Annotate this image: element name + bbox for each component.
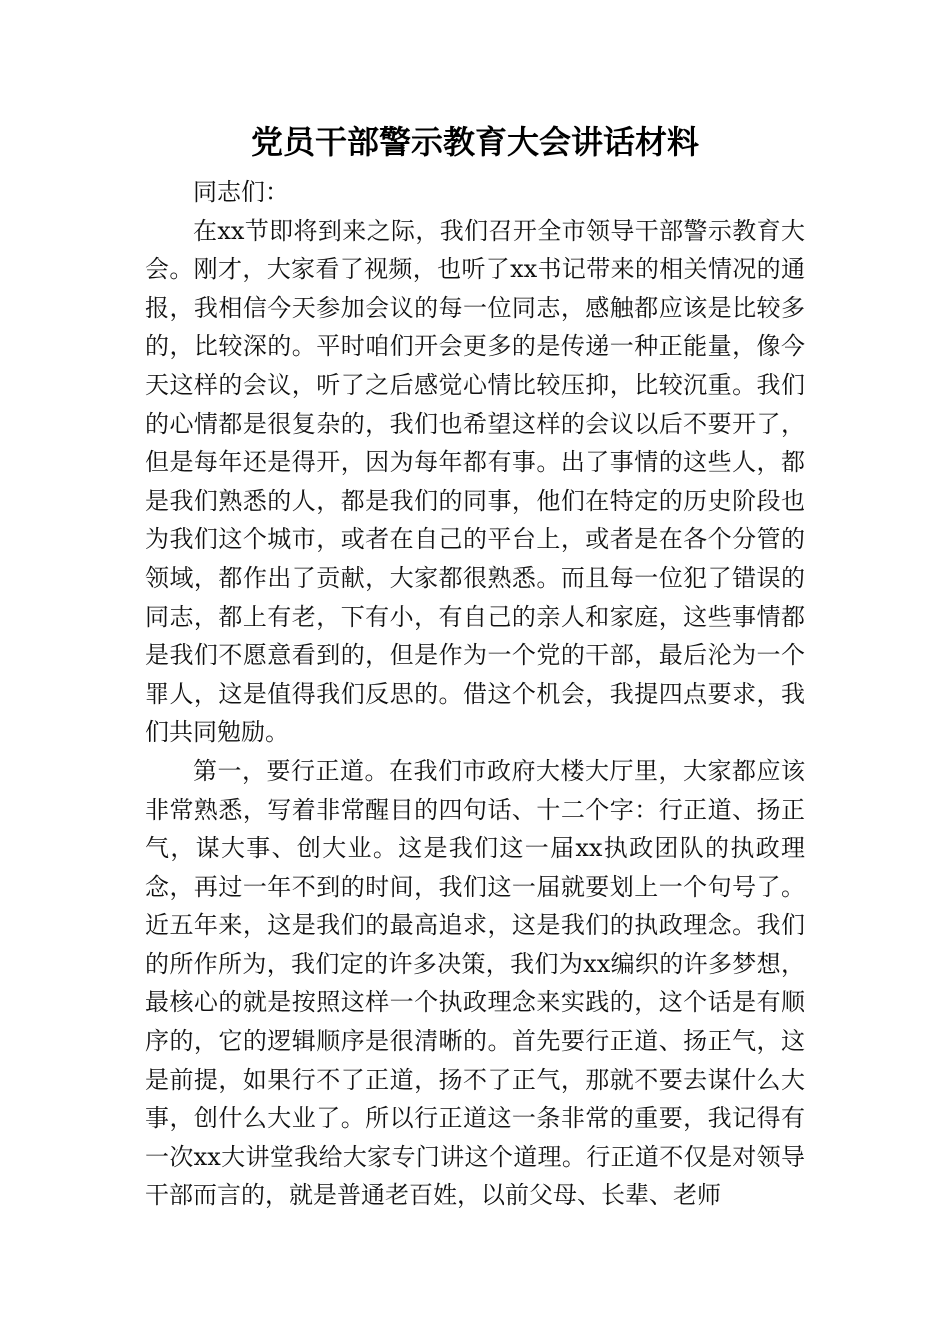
document-body bbox=[145, 173, 805, 1215]
body-paragraph: 第一，要行正道。在我们市政府大楼大厅里，大家都应该非常熟悉，写着非常醒目的四句话、十二个字：行正道、扬正气，谋大事、创大业。这是我们这一届xx执政团队的执政理念，再过一年不到的时间，我们这一届就要划上一个句号了。近五年来，这是我们的最高追求，这是我们的执政理念。我们的所作所为，我们定的许多决策，我们为xx编织的许多梦想，最核心的就是按照这样一个执政理念来实践的，这个话是有顺序的，它的逻辑顺序是很清晰的。首先要行正道、扬正气，这是前提，如果行不了正道，扬不了正气，那就不要去谋什么大事，创什么大业了。所以行正道这一条非常的重要，我记得有一次xx大讲堂我给大家专门讲这个道理。行正道不仅是对领导干部而言的，就是普通老百姓，以前父母、长辈、老师 bbox=[145, 756, 805, 1210]
document-title: 党员干部警示教育大会讲话材料 bbox=[250, 123, 699, 161]
body-paragraph: 在xx节即将到来之际，我们召开全市领导干部警示教育大会。刚才，大家看了视频，也听了xx书记带来的相关情况的通报，我相信今天参加会议的每一位同志，感触都应该是比较多的，比较深的。平时咱们开会更多的是传递一种正能量，像今天这样的会议，听了之后感觉心情比较压抑，比较沉重。我们的心情都是很复杂的，我们也希望这样的会议以后不要开了，但是每年还是得开，因为每年都有事。出了事情的这些人，都是我们熟悉的人，都是我们的同事，他们在特定的历史阶段也为我们这个城市，或者在自己的平台上，或者是在各个分管的领域，都作出了贡献，大家都很熟悉。而且每一位犯了错误的同志，都上有老，下有小，有自己的亲人和家庭，这些事情都是我们不愿意看到的，但是作为一个党的干部，最后沦为一个罪人，这是值得我们反思的。借这个机会，我提四点要求，我们共同勉励。 bbox=[145, 216, 805, 747]
salutation-paragraph: 同志们： bbox=[193, 178, 289, 206]
